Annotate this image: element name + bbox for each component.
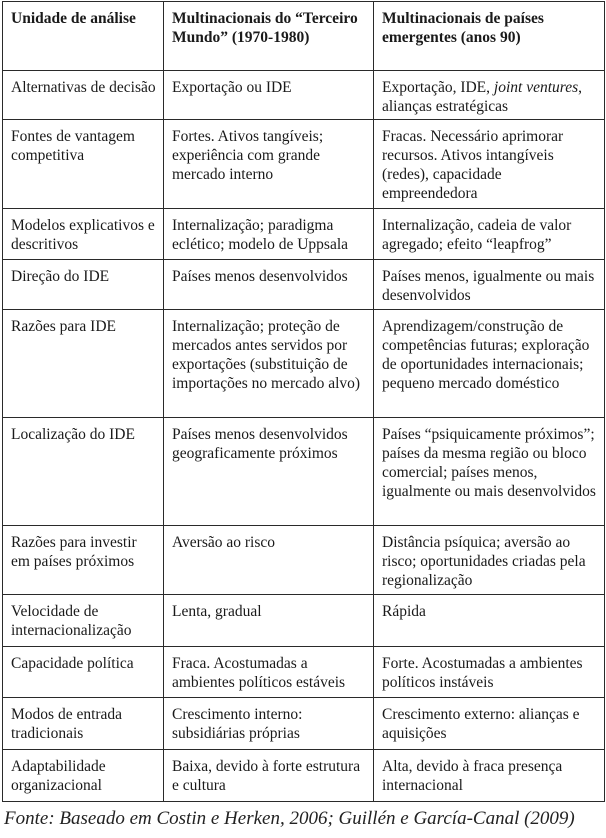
table-row	[3, 526, 605, 595]
third-world-cell: Fraca. Acostumadas a ambientes políticos estáveis	[164, 647, 374, 698]
emerging-cell: Países “psiquicamente próximos”; países da mesma região ou bloco comercial; países menos, igualmente ou mais desenvolvidos	[374, 418, 605, 526]
table-row	[3, 209, 605, 260]
table-row	[3, 71, 605, 120]
unit-cell: Razões para investir em países próximos	[3, 526, 164, 595]
table-row	[3, 120, 605, 209]
unit-cell: Modos de entrada tradicionais	[3, 698, 164, 750]
table-row	[3, 260, 605, 310]
third-world-cell: Países menos desenvolvidos geograficamente próximos	[164, 418, 374, 526]
unit-cell: Velocidade de internacionalização	[3, 595, 164, 647]
emerging-cell: Alta, devido à fraca presença internacional	[374, 750, 605, 802]
text-segment: , alianças estratégicas	[382, 79, 583, 115]
source-caption: Fonte: Baseado em Costin e Herken, 2006; Guillén e García-Canal (2009)	[4, 808, 575, 829]
emerging-cell: Forte. Acostumadas a ambientes políticos instáveis	[374, 647, 605, 698]
italic-term: joint ventures	[493, 79, 579, 96]
unit-cell: Fontes de vantagem competitiva	[3, 120, 164, 209]
third-world-cell: Fortes. Ativos tangíveis; experiência com grande mercado interno	[164, 120, 374, 209]
header-unit: Unidade de análise	[3, 2, 164, 71]
table-row	[3, 647, 605, 698]
table-row	[3, 595, 605, 647]
emerging-cell: Rápida	[374, 595, 605, 647]
unit-cell: Alternativas de decisão	[3, 71, 164, 120]
table-row	[3, 310, 605, 418]
text-segment: Exportação, IDE,	[382, 79, 494, 96]
header-row	[3, 2, 605, 71]
emerging-cell: Aprendizagem/construção de competências futuras; exploração de oportunidades internacionais; pequeno mercado doméstico	[374, 310, 605, 418]
unit-cell: Modelos explicativos e descritivos	[3, 209, 164, 260]
unit-cell: Capacidade política	[3, 647, 164, 698]
emerging-cell: Distância psíquica; aversão ao risco; oportunidades criadas pela regionalização	[374, 526, 605, 595]
emerging-cell	[374, 71, 605, 120]
third-world-cell: Países menos desenvolvidos	[164, 260, 374, 310]
third-world-cell: Exportação ou IDE	[164, 71, 374, 120]
third-world-cell: Lenta, gradual	[164, 595, 374, 647]
unit-cell: Localização do IDE	[3, 418, 164, 526]
third-world-cell: Internalização; proteção de mercados antes servidos por exportações (substituição de importações no mercado alvo)	[164, 310, 374, 418]
unit-cell: Razões para IDE	[3, 310, 164, 418]
table-row	[3, 418, 605, 526]
header-emerging: Multinacionais de países emergentes (anos 90)	[374, 2, 605, 71]
emerging-cell: Crescimento externo: alianças e aquisições	[374, 698, 605, 750]
comparison-table	[2, 1, 605, 802]
third-world-cell: Aversão ao risco	[164, 526, 374, 595]
third-world-cell: Crescimento interno: subsidiárias próprias	[164, 698, 374, 750]
emerging-cell: Fracas. Necessário aprimorar recursos. Ativos intangíveis (redes), capacidade empreendedora	[374, 120, 605, 209]
unit-cell: Direção do IDE	[3, 260, 164, 310]
table-row	[3, 750, 605, 802]
third-world-cell: Baixa, devido à forte estrutura e cultura	[164, 750, 374, 802]
table-row	[3, 698, 605, 750]
emerging-cell: Internalização, cadeia de valor agregado; efeito “leapfrog”	[374, 209, 605, 260]
emerging-cell: Países menos, igualmente ou mais desenvolvidos	[374, 260, 605, 310]
unit-cell: Adaptabilidade organizacional	[3, 750, 164, 802]
header-third-world: Multinacionais do “Terceiro Mundo” (1970-1980)	[164, 2, 374, 71]
third-world-cell: Internalização; paradigma eclético; modelo de Uppsala	[164, 209, 374, 260]
